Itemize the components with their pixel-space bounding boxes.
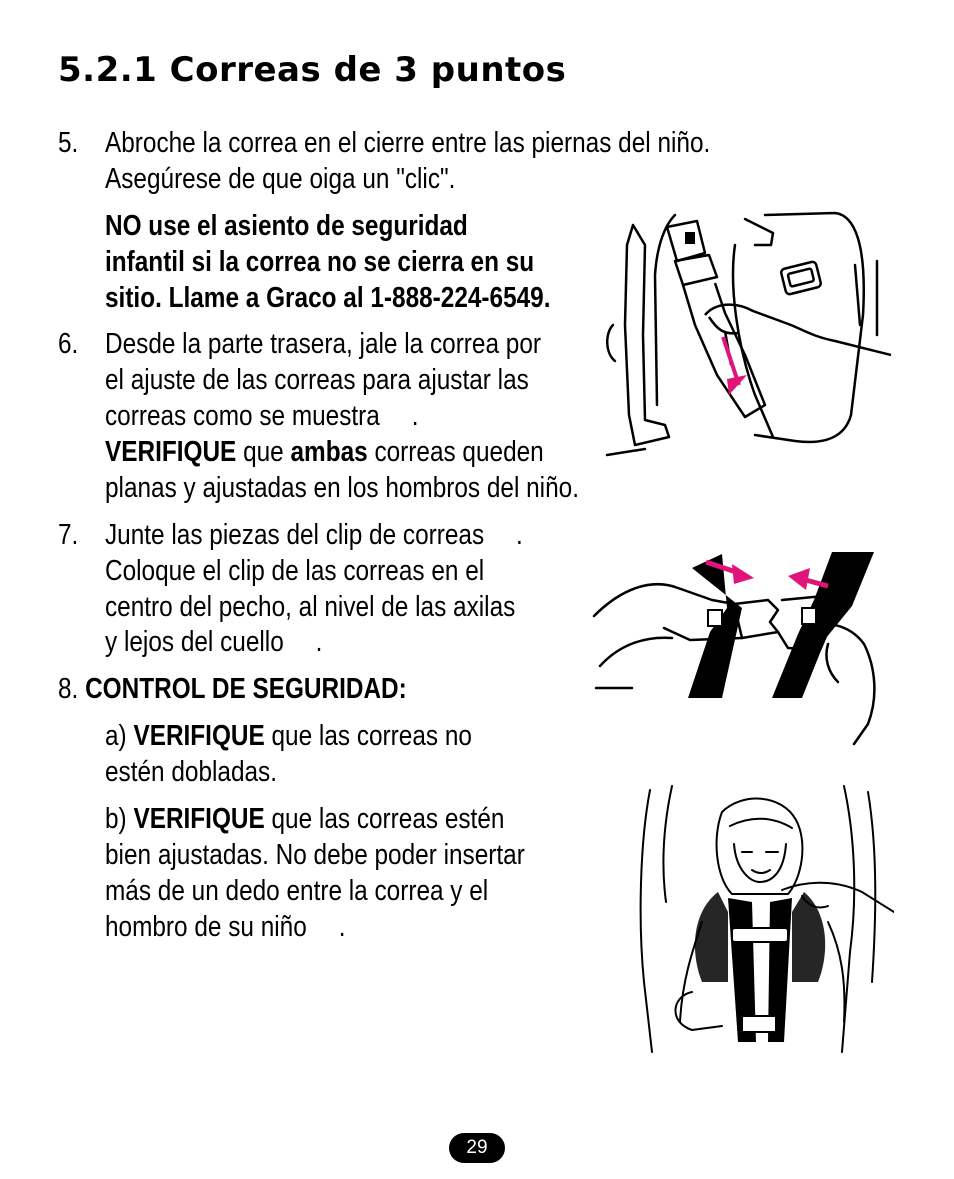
check-a-label: a) [105, 720, 127, 752]
step-6-line-4 [105, 434, 544, 470]
step-5-warning-line-3: sitio. Llame a Graco al 1-888-224-6549. [105, 282, 551, 314]
step-5-warning-line-1: NO use el asiento de seguridad [105, 210, 468, 242]
check-b-line-3: más de un dedo entre la correa y el [105, 875, 489, 907]
section-title: 5.2.1 Correas de 3 puntos [58, 50, 567, 90]
check-b-rest: que las correas estén [264, 803, 505, 835]
step-6-number: 6. [58, 328, 79, 360]
step-5-number: 5. [58, 127, 79, 159]
check-b-line-4 [105, 909, 345, 945]
step-8-heading [58, 671, 407, 707]
step-6-line-1: Desde la parte trasera, jale la correa por [105, 328, 541, 360]
step-6-line-3-text: correas como se muestra [105, 400, 380, 432]
step-7-line-4-period: . [315, 626, 323, 658]
step-6-line-5: planas y ajustadas en los hombros del niño. [105, 472, 579, 504]
step-7-line-1-text: Junte las piezas del clip de correas [105, 519, 485, 551]
check-b-line-1 [105, 801, 504, 837]
check-a-verify: VERIFIQUE [133, 720, 265, 752]
strap-adjust-illustration [605, 205, 895, 470]
check-a-rest: que las correas no [264, 720, 472, 752]
check-b-line-4-period: . [338, 911, 346, 943]
step-7-line-1-period: . [516, 519, 523, 551]
step-5 [58, 125, 78, 161]
page-number: 29 [449, 1133, 505, 1163]
step-7-line-1 [105, 517, 523, 553]
check-b-label: b) [105, 803, 127, 835]
step-8-number: 8. [58, 673, 79, 705]
harness-check-illustration [632, 782, 894, 1054]
check-b-verify: VERIFIQUE [133, 803, 265, 835]
step-5-line-1: Abroche la correa en el cierre entre las piernas del niño. [105, 127, 711, 159]
verify-word: VERIFIQUE [105, 436, 237, 468]
step-5-warning-line-2: infantil si la correa no se cierra en su [105, 246, 535, 278]
step-7-line-4 [105, 624, 322, 660]
safety-check-heading: CONTROL DE SEGURIDAD: [85, 673, 407, 705]
step-7-number: 7. [58, 519, 79, 551]
step-6-line-3 [105, 398, 419, 434]
check-b-line-2: bien ajustadas. No debe poder insertar [105, 839, 525, 871]
step-5-line-2: Asegúrese de que oiga un "clic". [105, 163, 456, 195]
step-6-line-4-mid: que [236, 436, 291, 468]
check-a-line-2: estén dobladas. [105, 756, 278, 788]
step-6-line-2: el ajuste de las correas para ajustar las [105, 364, 529, 396]
chest-clip-illustration [592, 548, 882, 748]
step-7-line-2: Coloque el clip de las correas en el [105, 555, 485, 587]
step-7-line-3: centro del pecho, al nivel de las axilas [105, 591, 516, 623]
step-6-line-3-period: . [411, 400, 419, 432]
check-b-line-4-text: hombro de su niño [105, 911, 307, 943]
step-7-line-4-text: y lejos del cuello [105, 626, 284, 658]
step-6-line-4-end: correas queden [367, 436, 544, 468]
both-word: ambas [290, 436, 368, 468]
check-a-line-1 [105, 718, 472, 754]
